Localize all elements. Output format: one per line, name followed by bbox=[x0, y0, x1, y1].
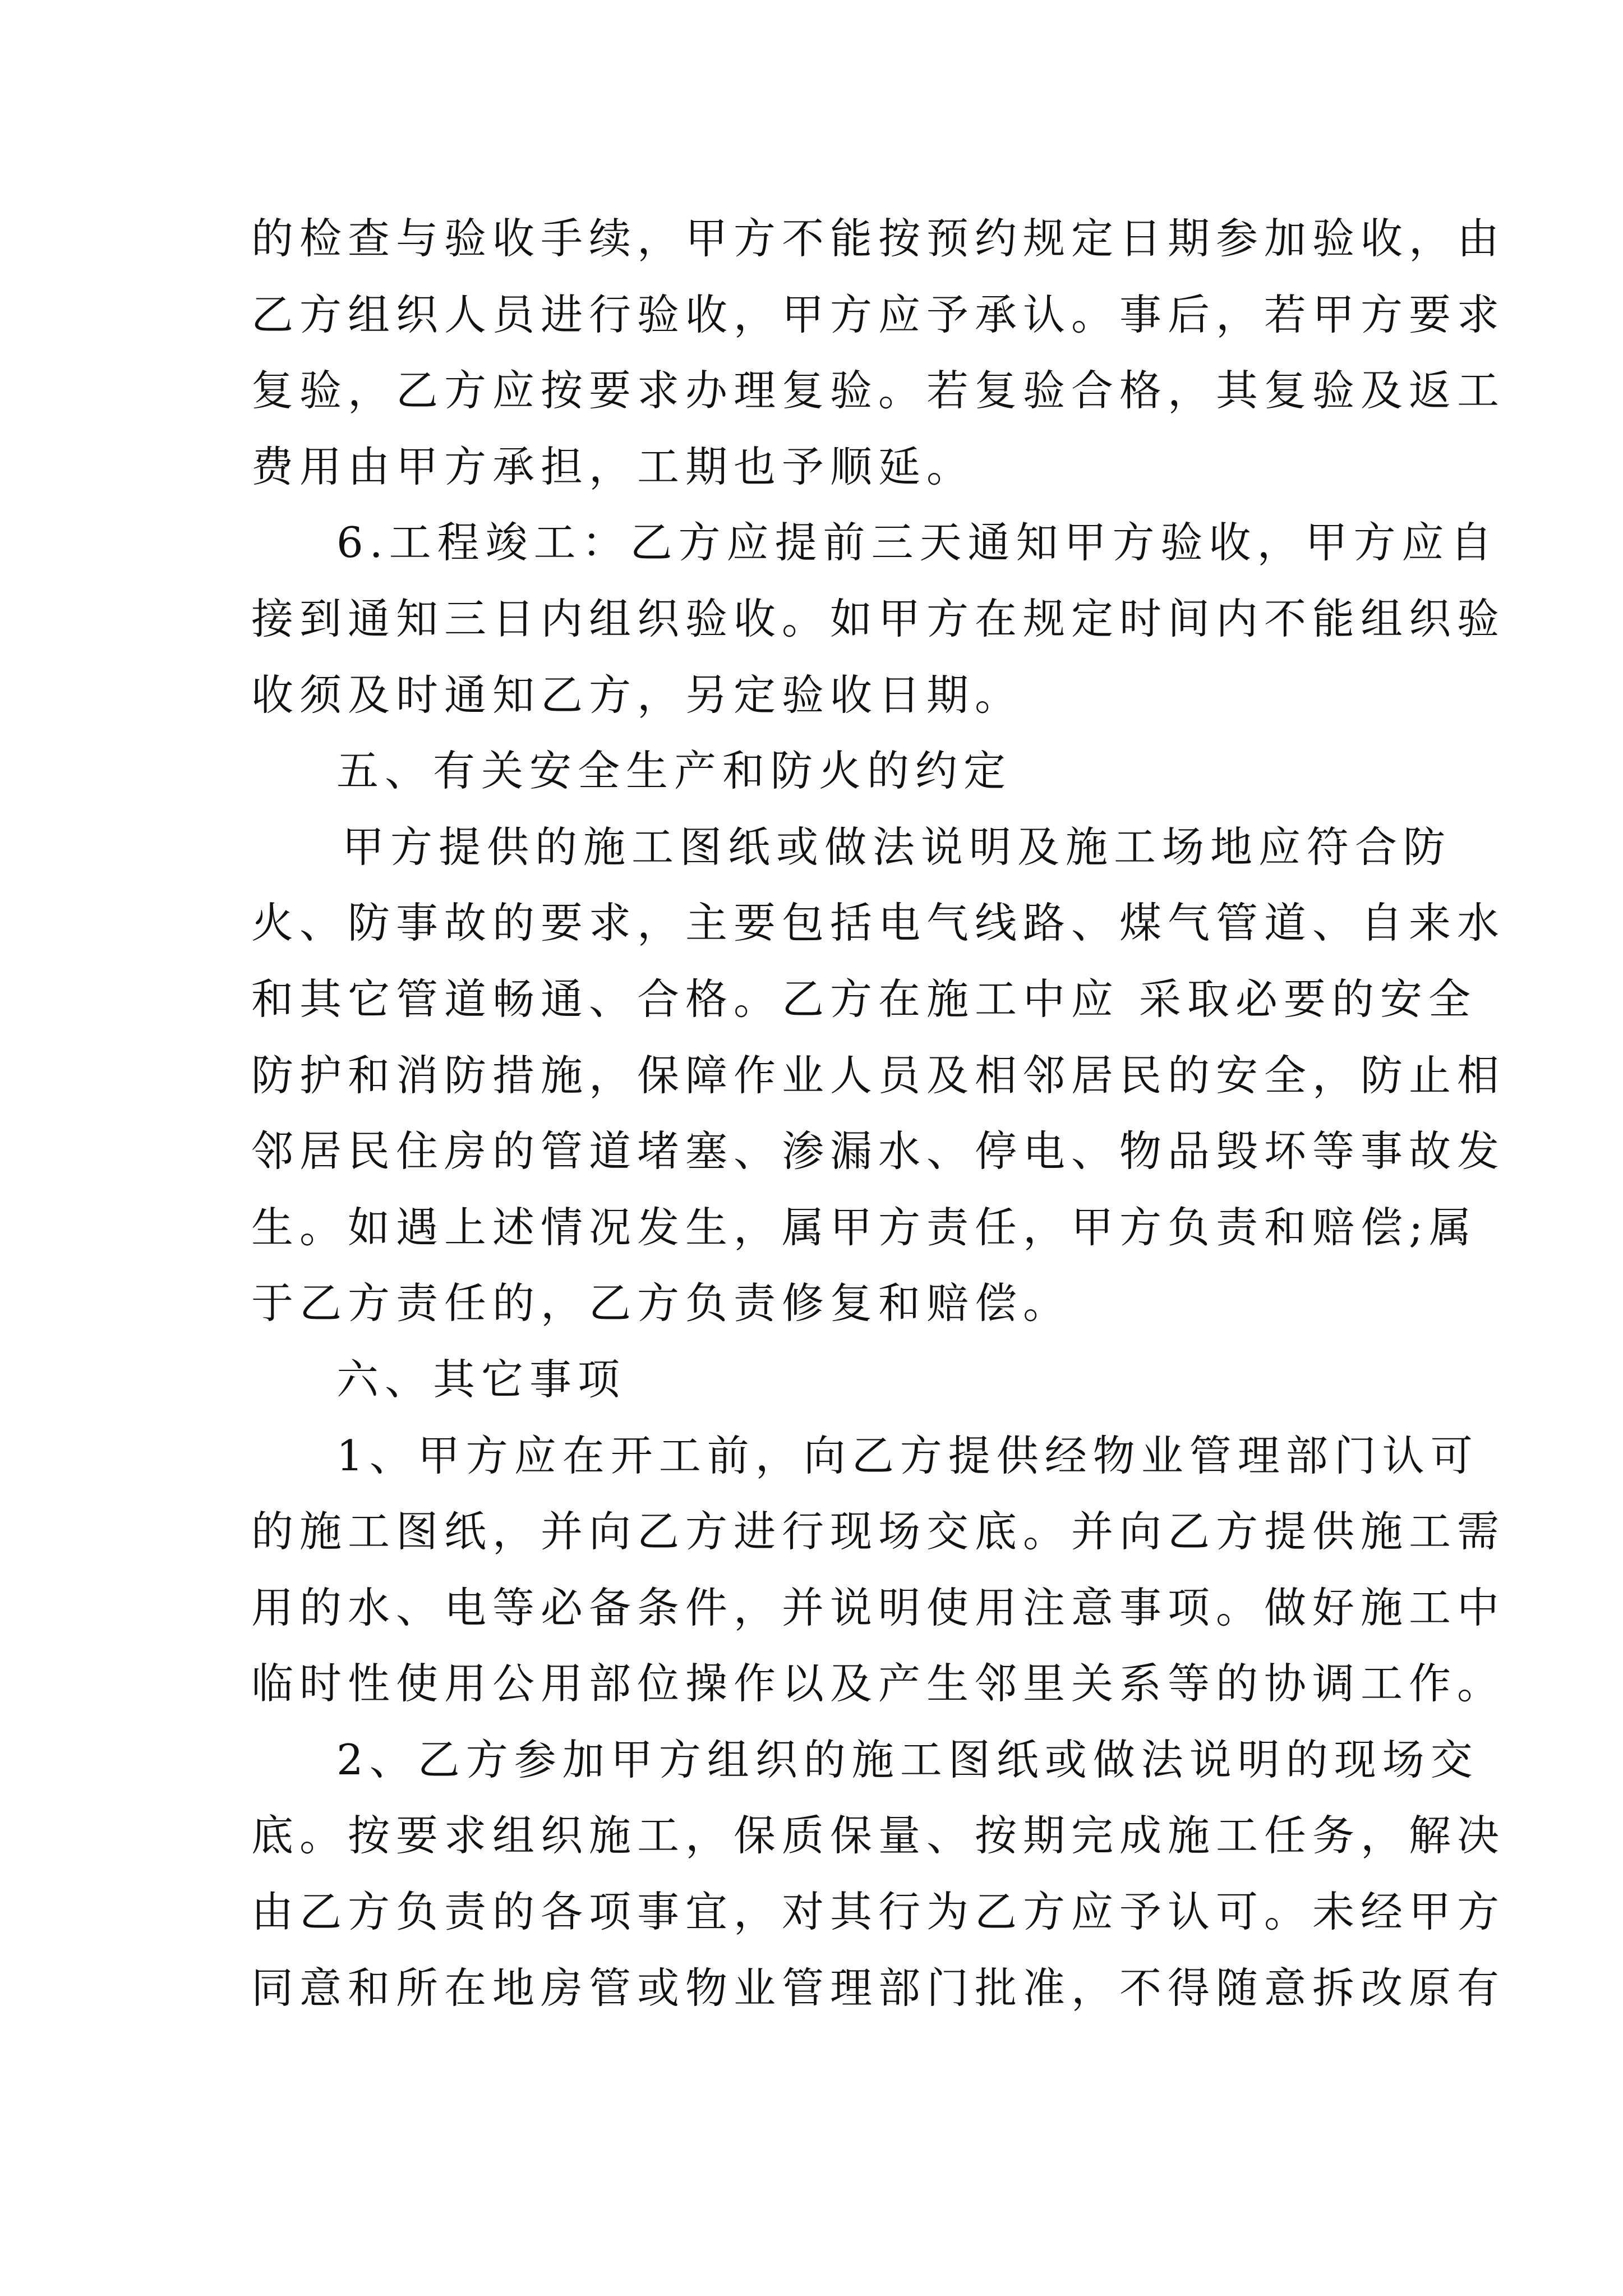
text-line: 1、甲方应在开工前，向乙方提供经物业管理部门认可 bbox=[336, 1430, 1479, 1480]
text-line: 底。按要求组织施工，保质保量、按期完成施工任务，解决 bbox=[251, 1811, 1506, 1861]
text-line: 和其它管道畅通、合格。乙方在施工中应 采取必要的安全 bbox=[251, 974, 1477, 1024]
document-body bbox=[251, 201, 1506, 2026]
text-line: 临时性使用公用部位操作以及产生邻里关系等的协调工作。 bbox=[251, 1659, 1506, 1709]
section-heading: 五、有关安全生产和防火的约定 bbox=[336, 746, 1012, 796]
text-line: 同意和所在地房管或物业管理部门批准，不得随意拆改原有 bbox=[251, 1963, 1506, 2013]
text-line: 甲方提供的施工图纸或做法说明及施工场地应符合防 bbox=[342, 822, 1452, 872]
text-line: 6.工程竣工：乙方应提前三天通知甲方验收，甲方应自 bbox=[336, 518, 1498, 568]
text-line: 的检查与验收手续，甲方不能按预约规定日期参加验收，由 bbox=[251, 214, 1506, 263]
text-line: 收须及时通知乙方，另定验收日期。 bbox=[251, 670, 1023, 720]
text-line: 邻居民住房的管道堵塞、渗漏水、停电、物品毁坏等事故发 bbox=[251, 1126, 1506, 1176]
section-heading: 六、其它事项 bbox=[336, 1354, 626, 1404]
text-line: 用的水、电等必备条件，并说明使用注意事项。做好施工中 bbox=[251, 1582, 1506, 1632]
text-line: 火、防事故的要求，主要包括电气线路、煤气管道、自来水 bbox=[251, 898, 1506, 948]
text-line: 于乙方责任的，乙方负责修复和赔偿。 bbox=[251, 1278, 1072, 1328]
text-line: 费用由甲方承担，工期也予顺延。 bbox=[251, 441, 975, 491]
text-line: 复验，乙方应按要求办理复验。若复验合格，其复验及返工 bbox=[251, 366, 1506, 416]
text-line: 生。如遇上述情况发生，属甲方责任，甲方负责和赔偿;属 bbox=[251, 1202, 1478, 1252]
text-line: 由乙方负责的各项事宜，对其行为乙方应予认可。未经甲方 bbox=[251, 1887, 1506, 1937]
text-line: 的施工图纸，并向乙方进行现场交底。并向乙方提供施工需 bbox=[251, 1507, 1506, 1557]
text-line: 接到通知三日内组织验收。如甲方在规定时间内不能组织验 bbox=[251, 593, 1506, 643]
text-line: 防护和消防措施，保障作业人员及相邻居民的安全，防止相 bbox=[251, 1050, 1506, 1100]
text-line: 2、乙方参加甲方组织的施工图纸或做法说明的现场交 bbox=[336, 1734, 1479, 1784]
text-line: 乙方组织人员进行验收，甲方应予承认。事后，若甲方要求 bbox=[251, 289, 1506, 339]
